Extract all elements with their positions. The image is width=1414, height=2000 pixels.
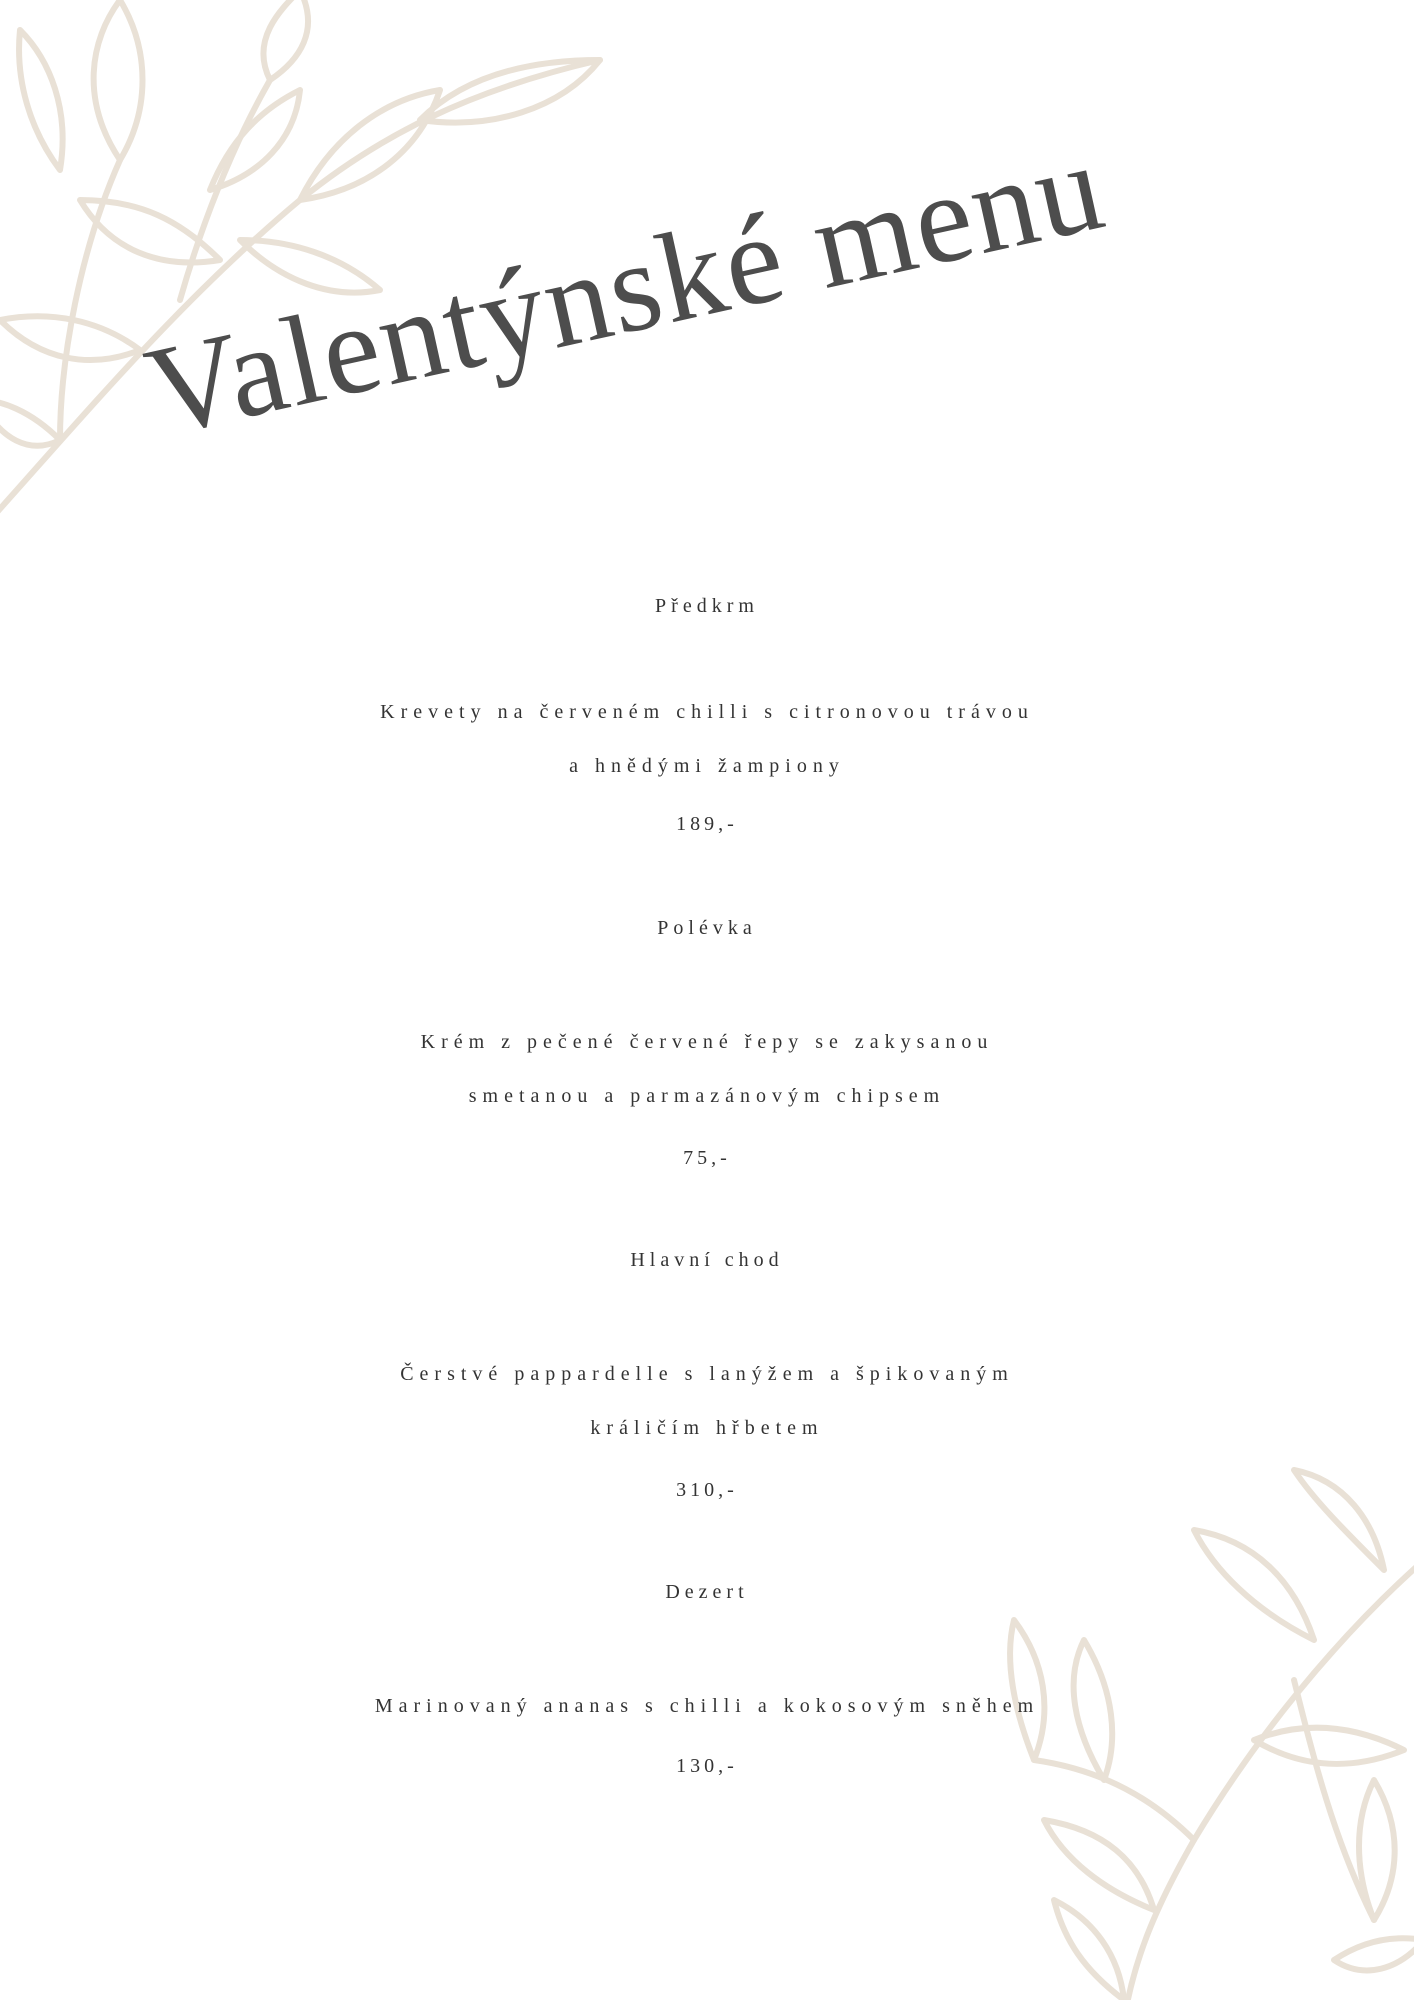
course-description-line: smetanou a parmazánovým chipsem bbox=[468, 1085, 946, 1107]
course-price: 310,- bbox=[676, 1479, 738, 1501]
course-description-line: Krevety na červeném chilli s citronovou trávou bbox=[380, 701, 1034, 723]
course-description-line: Marinovaný ananas s chilli a kokosovým sněhem bbox=[374, 1695, 1040, 1717]
course-price: 75,- bbox=[683, 1147, 731, 1169]
course-heading-dezert: Dezert bbox=[665, 1581, 749, 1603]
course-description-line: Krém z pečené červené řepy se zakysanou bbox=[420, 1031, 994, 1053]
course-heading-polevka: Polévka bbox=[657, 917, 757, 939]
course-description-line: Čerstvé pappardelle s lanýžem a špikovaným bbox=[400, 1363, 1014, 1385]
course-description-line: a hnědými žampiony bbox=[569, 755, 845, 777]
course-price: 189,- bbox=[676, 813, 738, 835]
course-heading-predkrm: Předkrm bbox=[655, 595, 759, 617]
course-heading-hlavni-chod: Hlavní chod bbox=[630, 1249, 784, 1271]
course-price: 130,- bbox=[676, 1755, 738, 1777]
course-description-line: králičím hřbetem bbox=[590, 1417, 824, 1439]
menu-title: Valentýnské menu bbox=[134, 113, 1117, 464]
